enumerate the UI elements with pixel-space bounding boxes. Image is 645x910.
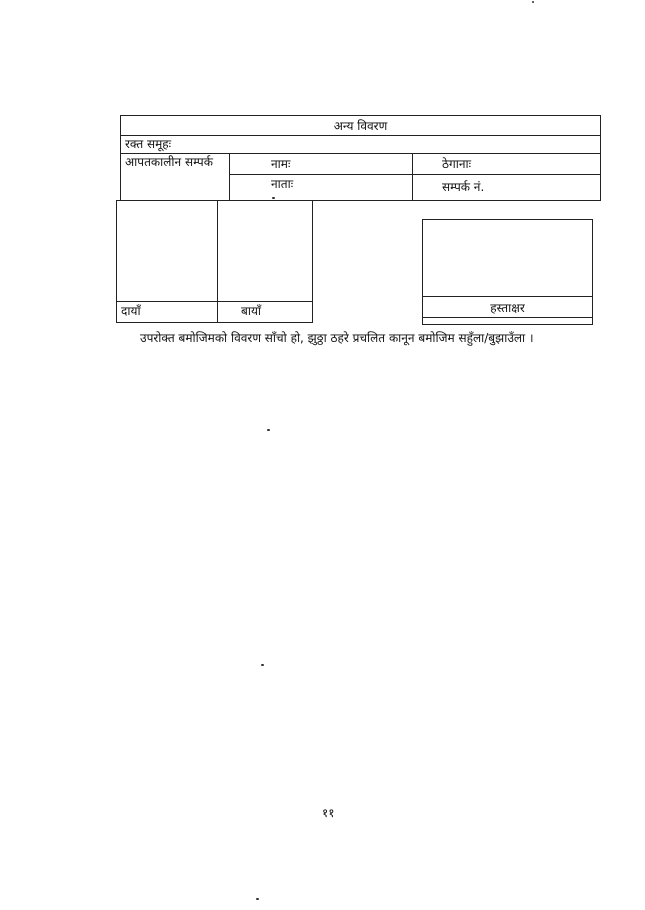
emergency-contact-label: आपतकालीन सम्पर्क xyxy=(125,155,213,169)
scan-speck xyxy=(261,664,264,666)
contact-number-label: सम्पर्क नं. xyxy=(442,180,485,194)
blood-group-label: रक्त समूहः xyxy=(125,137,172,151)
declaration-text: उपरोक्त बमोजिमको विवरण साँचो हो, झुठ्ठा ठहरे प्रचलित कानून बमोजिम सहुँला/बुझाउँला । xyxy=(140,331,534,345)
fingerprint-box xyxy=(116,200,313,323)
other-details-table xyxy=(120,115,601,201)
relation-label: नाताः xyxy=(271,177,294,191)
right-thumb-label: दायाँ xyxy=(121,304,141,318)
page-number: ११ xyxy=(322,806,335,820)
scan-speck xyxy=(272,197,275,199)
scan-speck xyxy=(532,1,534,3)
scan-speck xyxy=(256,898,259,900)
left-thumb-label: बायाँ xyxy=(241,304,262,318)
table-title: अन्य विवरण xyxy=(333,119,388,133)
signature-box xyxy=(422,219,593,325)
signature-label: हस्ताक्षर xyxy=(490,301,525,315)
name-label: नामः xyxy=(271,157,291,171)
address-label: ठेगानाः xyxy=(442,157,472,171)
scan-speck xyxy=(267,429,270,431)
